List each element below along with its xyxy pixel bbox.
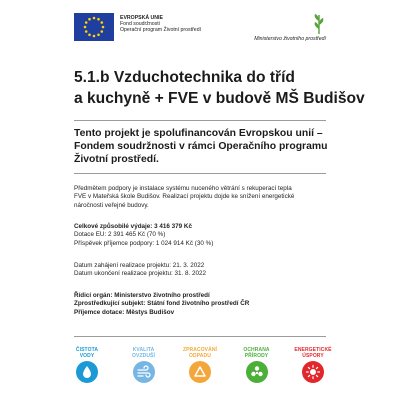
applicant-contribution-row xyxy=(74,240,336,248)
priority-energy-line-2: ÚSPORY xyxy=(302,352,324,359)
eu-grant-label: Dotace EU: xyxy=(74,231,107,239)
priority-energy-label xyxy=(288,348,338,360)
managing-authority-label: Řídicí orgán: xyxy=(74,292,113,299)
energy-icon xyxy=(302,361,324,383)
priority-waste-label xyxy=(175,348,225,360)
priority-waste xyxy=(175,348,225,392)
divider-middle xyxy=(74,173,326,174)
project-dates xyxy=(74,262,336,279)
priority-waste-line-1: ZPRACOVÁNÍ xyxy=(182,347,218,353)
priority-air xyxy=(119,348,169,392)
total-cost-row xyxy=(74,223,336,231)
priority-nature-line-2: PŘÍRODY xyxy=(244,352,269,359)
end-date-value: 31. 8. 2022 xyxy=(174,270,206,278)
intermediary-row xyxy=(74,300,336,308)
priority-water-line-1: ČISTOTA xyxy=(75,347,99,353)
priority-air-line-2: OVZDUŠÍ xyxy=(132,352,155,359)
funding-line-2: Fondem soudržnosti v rámci Operačního programu xyxy=(74,141,328,152)
priority-nature-label xyxy=(232,348,282,360)
project-costs xyxy=(74,223,336,248)
divider-bottom xyxy=(74,336,326,337)
recipient-label: Příjemce dotace: xyxy=(74,308,125,316)
priority-nature-line-1: OCHRANA xyxy=(243,347,270,353)
eu-logo xyxy=(74,13,201,41)
ministry-logo-text: Ministerstvo životního prostředí xyxy=(254,36,326,42)
applicant-contribution-label: Příspěvek příjemce podpory: xyxy=(74,239,155,247)
recycle-icon xyxy=(189,361,211,383)
ministry-logo xyxy=(246,13,326,42)
air-icon xyxy=(133,361,155,383)
start-date-row xyxy=(74,262,336,270)
recipient-value: Městys Budišov xyxy=(126,308,175,316)
priority-energy-line-1: ENERGETICKÉ xyxy=(294,347,332,353)
managing-authority-value: Ministerstvo životního prostředí xyxy=(114,292,210,299)
eu-grant-value: 2 391 465 Kč (70 %) xyxy=(107,231,166,239)
funding-statement xyxy=(74,127,334,166)
priority-nature xyxy=(232,348,282,392)
logo-bar xyxy=(74,13,326,45)
eu-grant-row xyxy=(74,231,336,239)
eu-logo-line-2: Fond soudržnosti xyxy=(120,21,160,28)
nature-icon xyxy=(246,361,268,383)
eu-flag-icon xyxy=(74,13,114,41)
description-line-1: Předmětem podpory je instalace systému nuceného větrání s rekuperací tepla xyxy=(74,185,292,192)
intermediary-value: Státní fond životního prostředí ČR xyxy=(147,300,250,308)
eu-logo-line-3: Operační program Životní prostředí xyxy=(120,27,202,34)
applicant-contribution-value: 1 024 914 Kč (30 %) xyxy=(155,239,214,247)
start-date-value: 21. 3. 2022 xyxy=(172,262,205,269)
title-line-2: a kuchyně + FVE v budově MŠ Budišov xyxy=(74,90,365,107)
funding-line-1: Tento projekt je spolufinancován Evropskou unií – xyxy=(74,128,323,139)
ministry-leaf-icon xyxy=(312,13,326,35)
end-date-row xyxy=(74,270,336,278)
start-date-label: Datum zahájení realizace projektu: xyxy=(74,262,171,269)
project-title xyxy=(74,67,365,109)
project-description xyxy=(74,185,336,210)
priority-water-label xyxy=(62,348,112,360)
title-line-1: 5.1.b Vzduchotechnika do tříd xyxy=(74,69,295,86)
description-line-2: FVE v Mateřská škole Budišov. Realizací projektu dojde ke snížení energetické xyxy=(74,193,295,201)
priority-axis-icons xyxy=(62,348,338,392)
priority-energy xyxy=(288,348,338,392)
priority-air-label xyxy=(119,348,169,360)
priority-water-line-2: VODY xyxy=(79,352,95,359)
priority-waste-line-2: ODPADU xyxy=(189,352,211,359)
total-cost-label: Celkové způsobilé výdaje: xyxy=(74,223,153,230)
funding-line-3: Životní prostředí. xyxy=(74,154,159,165)
eu-logo-line-1: EVROPSKÁ UNIE xyxy=(120,15,163,21)
project-parties xyxy=(74,292,336,317)
priority-water xyxy=(62,348,112,392)
description-line-3: náročnosti veřejné budovy. xyxy=(74,201,149,209)
intermediary-label: Zprostředkující subjekt: xyxy=(74,300,146,308)
total-cost-value: 3 416 379 Kč xyxy=(154,223,192,230)
priority-air-line-1: KVALITA xyxy=(132,347,155,353)
recipient-row xyxy=(74,309,336,317)
divider-top xyxy=(74,120,326,121)
end-date-label: Datum ukončení realizace projektu: xyxy=(74,270,173,278)
water-drop-icon xyxy=(76,361,98,383)
